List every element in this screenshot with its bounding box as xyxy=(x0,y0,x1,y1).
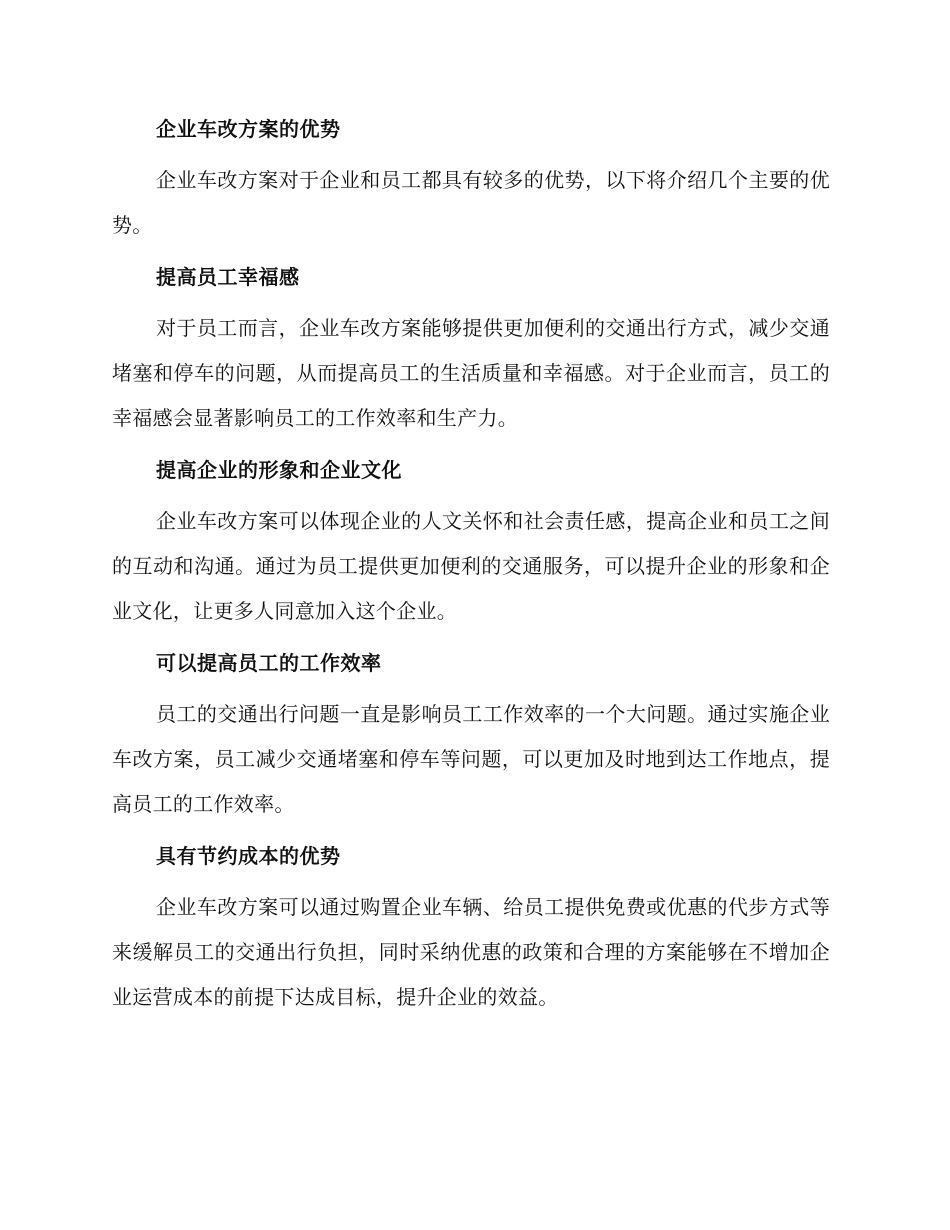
section-cost-saving xyxy=(112,839,830,1020)
section-paragraph: 员工的交通出行问题一直是影响员工工作效率的一个大问题。通过实施企业车改方案，员工减少交通堵塞和停车等问题，可以更加及时地到达工作地点，提高员工的工作效率。 xyxy=(112,702,830,816)
section-work-efficiency xyxy=(112,646,830,827)
section-heading: 具有节约成本的优势 xyxy=(156,844,341,868)
intro-paragraph: 企业车改方案对于企业和员工都具有较多的优势，以下将介绍几个主要的优势。 xyxy=(112,168,830,237)
section-corporate-image xyxy=(112,453,830,634)
section-heading: 提高员工幸福感 xyxy=(156,265,300,289)
section-paragraph: 企业车改方案可以通过购置企业车辆、给员工提供免费或优惠的代步方式等来缓解员工的交通出行负担，同时采纳优惠的政策和合理的方案能够在不增加企业运营成本的前提下达成目标，提升企业的效益。 xyxy=(112,895,830,1009)
section-paragraph: 企业车改方案可以体现企业的人文关怀和社会责任感，提高企业和员工之间的互动和沟通。通过为员工提供更加便利的交通服务，可以提升企业的形象和企业文化，让更多人同意加入这个企业。 xyxy=(112,509,830,623)
section-employee-happiness xyxy=(112,260,830,441)
document-title: 企业车改方案的优势 xyxy=(156,117,341,141)
document-content xyxy=(112,112,830,1032)
section-paragraph: 对于员工而言，企业车改方案能够提供更加便利的交通出行方式，减少交通堵塞和停车的问题，从而提高员工的生活质量和幸福感。对于企业而言，员工的幸福感会显著影响员工的工作效率和生产力。 xyxy=(112,316,830,430)
section-heading: 提高企业的形象和企业文化 xyxy=(156,458,402,482)
section-heading: 可以提高员工的工作效率 xyxy=(156,651,382,675)
